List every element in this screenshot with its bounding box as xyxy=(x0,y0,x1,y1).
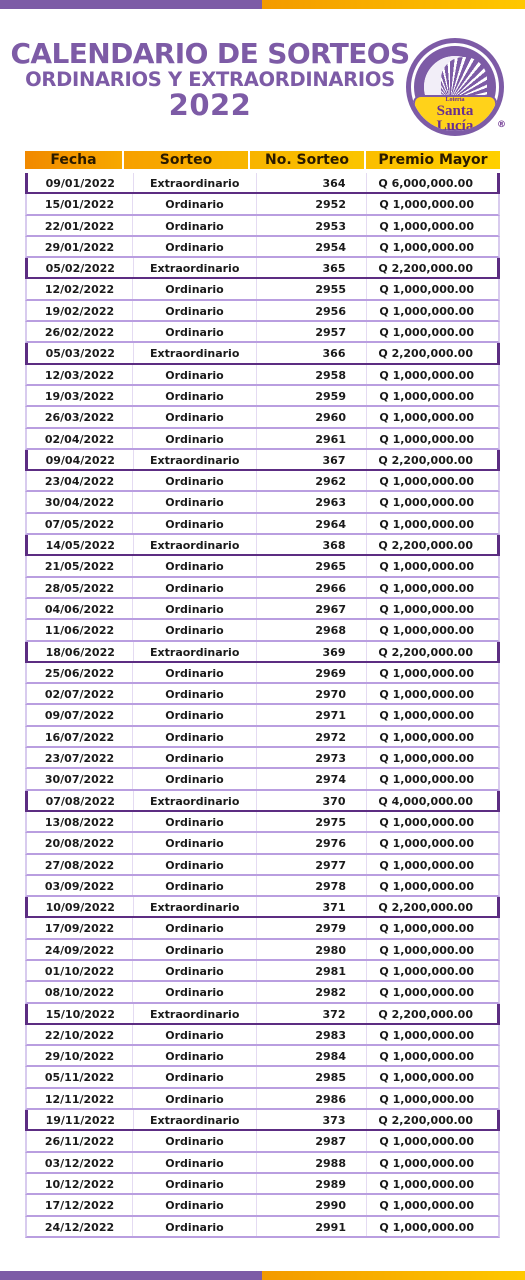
cell-no-sorteo: 366 xyxy=(257,343,367,362)
cell-sorteo: Ordinario xyxy=(133,620,257,639)
cell-sorteo: Ordinario xyxy=(133,471,257,490)
cell-no-sorteo: 2954 xyxy=(257,237,367,256)
cell-no-sorteo: 2968 xyxy=(257,620,367,639)
column-header-premio-mayor: Premio Mayor xyxy=(366,151,500,169)
loteria-santa-lucia-logo xyxy=(406,38,504,136)
cell-fecha: 10/09/2022 xyxy=(28,897,134,916)
cell-sorteo: Ordinario xyxy=(133,599,257,618)
cell-sorteo: Ordinario xyxy=(133,1217,257,1236)
cell-no-sorteo: 2985 xyxy=(257,1067,367,1086)
cell-no-sorteo: 2959 xyxy=(257,386,367,405)
cell-no-sorteo: 2976 xyxy=(257,833,367,852)
cell-fecha: 13/08/2022 xyxy=(27,812,133,831)
cell-sorteo: Ordinario xyxy=(133,982,257,1001)
cell-sorteo: Ordinario xyxy=(133,407,257,426)
cell-fecha: 16/07/2022 xyxy=(27,727,133,746)
cell-no-sorteo: 2964 xyxy=(257,514,367,533)
table-row xyxy=(25,620,500,641)
table-row xyxy=(25,791,500,812)
cell-fecha: 19/11/2022 xyxy=(28,1110,134,1129)
cell-sorteo: Ordinario xyxy=(133,1131,257,1150)
cell-no-sorteo: 2979 xyxy=(257,918,367,937)
table-row xyxy=(25,1046,500,1067)
cell-no-sorteo: 2981 xyxy=(257,961,367,980)
cell-sorteo: Ordinario xyxy=(133,322,257,341)
cell-sorteo: Ordinario xyxy=(133,1025,257,1044)
cell-fecha: 05/03/2022 xyxy=(28,343,134,362)
cell-no-sorteo: 2986 xyxy=(257,1089,367,1108)
cell-premio-mayor: Q 1,000,000.00 xyxy=(379,752,474,766)
cell-sorteo: Ordinario xyxy=(133,1046,257,1065)
cell-no-sorteo: 371 xyxy=(257,897,367,916)
cell-fecha: 05/02/2022 xyxy=(28,258,134,277)
cell-sorteo: Ordinario xyxy=(133,876,257,895)
cell-premio-mayor: Q 1,000,000.00 xyxy=(379,1220,474,1234)
cell-sorteo: Ordinario xyxy=(133,1089,257,1108)
cell-sorteo: Extraordinario xyxy=(134,642,257,661)
cell-premio-mayor: Q 4,000,000.00 xyxy=(378,794,473,808)
table-row xyxy=(25,982,500,1003)
cell-fecha: 17/09/2022 xyxy=(27,918,133,937)
cell-premio-mayor: Q 1,000,000.00 xyxy=(379,709,474,723)
cell-fecha: 02/04/2022 xyxy=(27,429,133,448)
cell-premio-mayor: Q 1,000,000.00 xyxy=(379,432,474,446)
table-row xyxy=(25,279,500,300)
cell-sorteo: Ordinario xyxy=(133,1174,257,1193)
cell-fecha: 22/01/2022 xyxy=(27,216,133,235)
cell-premio-mayor: Q 1,000,000.00 xyxy=(379,1156,474,1170)
cell-premio-mayor: Q 1,000,000.00 xyxy=(379,198,474,212)
cell-premio-mayor: Q 1,000,000.00 xyxy=(379,986,474,1000)
table-row xyxy=(25,1153,500,1174)
cell-premio-mayor: Q 1,000,000.00 xyxy=(379,837,474,851)
cell-fecha: 30/04/2022 xyxy=(27,492,133,511)
cell-premio-mayor: Q 1,000,000.00 xyxy=(379,964,474,978)
cell-no-sorteo: 2965 xyxy=(257,556,367,575)
table-row xyxy=(25,578,500,599)
cell-sorteo: Ordinario xyxy=(133,279,257,298)
cell-no-sorteo: 368 xyxy=(257,535,367,554)
cell-premio-mayor: Q 1,000,000.00 xyxy=(379,1199,474,1213)
table-row xyxy=(25,599,500,620)
cell-fecha: 15/01/2022 xyxy=(27,194,133,213)
cell-premio-mayor: Q 1,000,000.00 xyxy=(379,922,474,936)
cell-no-sorteo: 2952 xyxy=(257,194,367,213)
cell-sorteo: Ordinario xyxy=(133,1195,257,1214)
cell-sorteo: Extraordinario xyxy=(134,1110,257,1129)
cell-no-sorteo: 2958 xyxy=(257,365,367,384)
cell-no-sorteo: 2974 xyxy=(257,769,367,788)
cell-fecha: 29/10/2022 xyxy=(27,1046,133,1065)
cell-premio-mayor: Q 1,000,000.00 xyxy=(379,411,474,425)
table-row xyxy=(25,876,500,897)
cell-no-sorteo: 2969 xyxy=(257,663,367,682)
table-row xyxy=(25,748,500,769)
cell-fecha: 12/03/2022 xyxy=(27,365,133,384)
cell-premio-mayor: Q 1,000,000.00 xyxy=(379,219,474,233)
table-row xyxy=(25,1195,500,1216)
cell-premio-mayor: Q 1,000,000.00 xyxy=(379,475,474,489)
cell-fecha: 28/05/2022 xyxy=(27,578,133,597)
cell-sorteo: Ordinario xyxy=(133,556,257,575)
cell-fecha: 22/10/2022 xyxy=(27,1025,133,1044)
cell-premio-mayor: Q 1,000,000.00 xyxy=(379,602,474,616)
cell-fecha: 18/06/2022 xyxy=(28,642,134,661)
cell-premio-mayor: Q 1,000,000.00 xyxy=(379,517,474,531)
cell-no-sorteo: 365 xyxy=(257,258,367,277)
cell-fecha: 14/05/2022 xyxy=(28,535,134,554)
cell-fecha: 09/04/2022 xyxy=(28,450,134,469)
cell-no-sorteo: 372 xyxy=(257,1004,367,1023)
cell-sorteo: Ordinario xyxy=(133,961,257,980)
cell-premio-mayor: Q 2,200,000.00 xyxy=(378,262,473,276)
cell-no-sorteo: 2971 xyxy=(257,705,367,724)
table-row xyxy=(25,727,500,748)
cell-premio-mayor: Q 1,000,000.00 xyxy=(379,730,474,744)
cell-premio-mayor: Q 1,000,000.00 xyxy=(379,240,474,254)
cell-sorteo: Ordinario xyxy=(133,429,257,448)
cell-no-sorteo: 2957 xyxy=(257,322,367,341)
title-line-1: CALENDARIO DE SORTEOS xyxy=(10,37,410,70)
cell-fecha: 19/02/2022 xyxy=(27,301,133,320)
cell-sorteo: Extraordinario xyxy=(134,1004,257,1023)
cell-fecha: 03/09/2022 xyxy=(27,876,133,895)
cell-sorteo: Ordinario xyxy=(133,365,257,384)
cell-premio-mayor: Q 1,000,000.00 xyxy=(379,1050,474,1064)
table-row xyxy=(25,1174,500,1195)
table-row xyxy=(25,429,500,450)
cell-premio-mayor: Q 1,000,000.00 xyxy=(379,943,474,957)
table-row xyxy=(25,918,500,939)
cell-fecha: 08/10/2022 xyxy=(27,982,133,1001)
table-row xyxy=(25,386,500,407)
table-row xyxy=(25,173,500,194)
table-row xyxy=(25,1110,500,1131)
title-line-2: ORDINARIOS Y EXTRAORDINARIOS xyxy=(25,68,395,91)
cell-no-sorteo: 2961 xyxy=(257,429,367,448)
column-header-sorteo: Sorteo xyxy=(124,151,248,169)
cell-no-sorteo: 2977 xyxy=(257,855,367,874)
cell-premio-mayor: Q 1,000,000.00 xyxy=(379,815,474,829)
table-row xyxy=(25,301,500,322)
cell-no-sorteo: 2991 xyxy=(257,1217,367,1236)
cell-no-sorteo: 2955 xyxy=(257,279,367,298)
cell-no-sorteo: 2978 xyxy=(257,876,367,895)
table-row xyxy=(25,705,500,726)
cell-no-sorteo: 364 xyxy=(257,173,367,192)
cell-fecha: 29/01/2022 xyxy=(27,237,133,256)
table-row xyxy=(25,855,500,876)
table-row xyxy=(25,642,500,663)
table-row xyxy=(25,407,500,428)
cell-sorteo: Ordinario xyxy=(133,705,257,724)
cell-premio-mayor: Q 1,000,000.00 xyxy=(379,624,474,638)
cell-fecha: 12/11/2022 xyxy=(27,1089,133,1108)
cell-fecha: 15/10/2022 xyxy=(28,1004,134,1023)
cell-fecha: 09/07/2022 xyxy=(27,705,133,724)
logo-banner: Lotería Santa Lucía xyxy=(413,95,497,131)
cell-no-sorteo: 2982 xyxy=(257,982,367,1001)
cell-premio-mayor: Q 1,000,000.00 xyxy=(379,858,474,872)
cell-premio-mayor: Q 1,000,000.00 xyxy=(379,581,474,595)
table-row xyxy=(25,940,500,961)
table-row xyxy=(25,812,500,833)
cell-fecha: 26/11/2022 xyxy=(27,1131,133,1150)
cell-sorteo: Extraordinario xyxy=(134,897,257,916)
table-body xyxy=(25,173,500,1238)
cell-sorteo: Ordinario xyxy=(133,918,257,937)
cell-sorteo: Ordinario xyxy=(133,663,257,682)
table-row xyxy=(25,216,500,237)
table-row xyxy=(25,492,500,513)
cell-fecha: 26/03/2022 xyxy=(27,407,133,426)
registered-mark: ® xyxy=(497,120,506,130)
cell-premio-mayor: Q 1,000,000.00 xyxy=(379,1071,474,1085)
cell-no-sorteo: 2956 xyxy=(257,301,367,320)
cell-sorteo: Ordinario xyxy=(133,748,257,767)
cell-no-sorteo: 2966 xyxy=(257,578,367,597)
bottom-stripe xyxy=(0,1271,525,1280)
cell-no-sorteo: 367 xyxy=(257,450,367,469)
cell-sorteo: Ordinario xyxy=(133,1153,257,1172)
cell-fecha: 23/04/2022 xyxy=(27,471,133,490)
cell-no-sorteo: 2990 xyxy=(257,1195,367,1214)
cell-sorteo: Ordinario xyxy=(133,727,257,746)
cell-premio-mayor: Q 2,200,000.00 xyxy=(378,1007,473,1021)
cell-premio-mayor: Q 1,000,000.00 xyxy=(379,389,474,403)
cell-premio-mayor: Q 1,000,000.00 xyxy=(379,773,474,787)
table-row xyxy=(25,237,500,258)
cell-no-sorteo: 2987 xyxy=(257,1131,367,1150)
cell-fecha: 11/06/2022 xyxy=(27,620,133,639)
cell-premio-mayor: Q 1,000,000.00 xyxy=(379,666,474,680)
cell-fecha: 17/12/2022 xyxy=(27,1195,133,1214)
table-row xyxy=(25,450,500,471)
table-row xyxy=(25,322,500,343)
cell-no-sorteo: 2972 xyxy=(257,727,367,746)
table-row xyxy=(25,684,500,705)
cell-sorteo: Ordinario xyxy=(133,940,257,959)
cell-sorteo: Extraordinario xyxy=(134,258,257,277)
cell-sorteo: Ordinario xyxy=(133,237,257,256)
cell-sorteo: Ordinario xyxy=(133,769,257,788)
cell-premio-mayor: Q 2,200,000.00 xyxy=(378,901,473,915)
draw-calendar-table xyxy=(25,151,500,1238)
cell-no-sorteo: 370 xyxy=(257,791,367,810)
cell-fecha: 25/06/2022 xyxy=(27,663,133,682)
table-row xyxy=(25,1067,500,1088)
table-row xyxy=(25,897,500,918)
cell-no-sorteo: 2962 xyxy=(257,471,367,490)
table-row xyxy=(25,556,500,577)
table-row xyxy=(25,1089,500,1110)
table-row xyxy=(25,1025,500,1046)
cell-no-sorteo: 2975 xyxy=(257,812,367,831)
table-row xyxy=(25,1131,500,1152)
cell-premio-mayor: Q 2,200,000.00 xyxy=(378,347,473,361)
cell-premio-mayor: Q 2,200,000.00 xyxy=(378,1114,473,1128)
cell-sorteo: Ordinario xyxy=(133,578,257,597)
cell-fecha: 27/08/2022 xyxy=(27,855,133,874)
cell-fecha: 19/03/2022 xyxy=(27,386,133,405)
cell-premio-mayor: Q 2,200,000.00 xyxy=(378,453,473,467)
cell-sorteo: Ordinario xyxy=(133,216,257,235)
cell-no-sorteo: 2973 xyxy=(257,748,367,767)
column-header-fecha: Fecha xyxy=(25,151,122,169)
cell-sorteo: Ordinario xyxy=(133,855,257,874)
cell-sorteo: Ordinario xyxy=(133,194,257,213)
cell-fecha: 24/09/2022 xyxy=(27,940,133,959)
table-row xyxy=(25,535,500,556)
title-year: 2022 xyxy=(168,88,252,122)
cell-sorteo: Ordinario xyxy=(133,833,257,852)
cell-premio-mayor: Q 1,000,000.00 xyxy=(379,1028,474,1042)
table-row xyxy=(25,365,500,386)
cell-fecha: 26/02/2022 xyxy=(27,322,133,341)
logo-text-line-2: Lucía xyxy=(436,118,474,134)
cell-premio-mayor: Q 1,000,000.00 xyxy=(379,1092,474,1106)
column-header-no-sorteo: No. Sorteo xyxy=(250,151,364,169)
cell-fecha: 05/11/2022 xyxy=(27,1067,133,1086)
cell-no-sorteo: 2953 xyxy=(257,216,367,235)
table-row xyxy=(25,663,500,684)
cell-sorteo: Ordinario xyxy=(133,514,257,533)
cell-no-sorteo: 373 xyxy=(257,1110,367,1129)
cell-premio-mayor: Q 1,000,000.00 xyxy=(379,1177,474,1191)
table-row xyxy=(25,343,500,364)
cell-sorteo: Extraordinario xyxy=(134,173,257,192)
cell-premio-mayor: Q 1,000,000.00 xyxy=(379,304,474,318)
cell-sorteo: Ordinario xyxy=(133,492,257,511)
table-row xyxy=(25,1217,500,1238)
table-row xyxy=(25,769,500,790)
cell-no-sorteo: 2970 xyxy=(257,684,367,703)
cell-fecha: 10/12/2022 xyxy=(27,1174,133,1193)
cell-fecha: 04/06/2022 xyxy=(27,599,133,618)
table-row xyxy=(25,833,500,854)
table-row xyxy=(25,471,500,492)
cell-premio-mayor: Q 1,000,000.00 xyxy=(379,879,474,893)
table-row xyxy=(25,194,500,215)
cell-premio-mayor: Q 6,000,000.00 xyxy=(378,177,473,190)
cell-no-sorteo: 2983 xyxy=(257,1025,367,1044)
cell-premio-mayor: Q 1,000,000.00 xyxy=(379,368,474,382)
cell-sorteo: Ordinario xyxy=(133,684,257,703)
table-row xyxy=(25,258,500,279)
table-row xyxy=(25,961,500,982)
cell-premio-mayor: Q 1,000,000.00 xyxy=(379,688,474,702)
cell-sorteo: Ordinario xyxy=(133,812,257,831)
cell-sorteo: Extraordinario xyxy=(134,535,257,554)
cell-no-sorteo: 2989 xyxy=(257,1174,367,1193)
top-stripe xyxy=(0,0,525,9)
cell-fecha: 12/02/2022 xyxy=(27,279,133,298)
cell-fecha: 23/07/2022 xyxy=(27,748,133,767)
cell-premio-mayor: Q 1,000,000.00 xyxy=(379,326,474,340)
cell-sorteo: Extraordinario xyxy=(134,450,257,469)
cell-sorteo: Ordinario xyxy=(133,1067,257,1086)
cell-premio-mayor: Q 1,000,000.00 xyxy=(379,283,474,297)
cell-sorteo: Ordinario xyxy=(133,301,257,320)
table-row xyxy=(25,1004,500,1025)
page-header xyxy=(0,38,420,121)
cell-premio-mayor: Q 2,200,000.00 xyxy=(378,539,473,553)
cell-no-sorteo: 2967 xyxy=(257,599,367,618)
cell-premio-mayor: Q 1,000,000.00 xyxy=(379,496,474,510)
cell-no-sorteo: 2963 xyxy=(257,492,367,511)
cell-fecha: 07/05/2022 xyxy=(27,514,133,533)
cell-sorteo: Ordinario xyxy=(133,386,257,405)
table-header xyxy=(25,151,500,169)
cell-no-sorteo: 369 xyxy=(257,642,367,661)
cell-fecha: 03/12/2022 xyxy=(27,1153,133,1172)
cell-no-sorteo: 2980 xyxy=(257,940,367,959)
cell-no-sorteo: 2988 xyxy=(257,1153,367,1172)
table-row xyxy=(25,514,500,535)
cell-fecha: 02/07/2022 xyxy=(27,684,133,703)
cell-fecha: 30/07/2022 xyxy=(27,769,133,788)
cell-no-sorteo: 2960 xyxy=(257,407,367,426)
cell-fecha: 21/05/2022 xyxy=(27,556,133,575)
cell-premio-mayor: Q 2,200,000.00 xyxy=(378,645,473,659)
cell-fecha: 01/10/2022 xyxy=(27,961,133,980)
cell-sorteo: Extraordinario xyxy=(134,791,257,810)
cell-fecha: 07/08/2022 xyxy=(28,791,134,810)
cell-no-sorteo: 2984 xyxy=(257,1046,367,1065)
cell-premio-mayor: Q 1,000,000.00 xyxy=(379,560,474,574)
cell-fecha: 09/01/2022 xyxy=(28,173,134,192)
cell-fecha: 24/12/2022 xyxy=(27,1217,133,1236)
cell-fecha: 20/08/2022 xyxy=(27,833,133,852)
cell-premio-mayor: Q 1,000,000.00 xyxy=(379,1135,474,1149)
cell-sorteo: Extraordinario xyxy=(134,343,257,362)
